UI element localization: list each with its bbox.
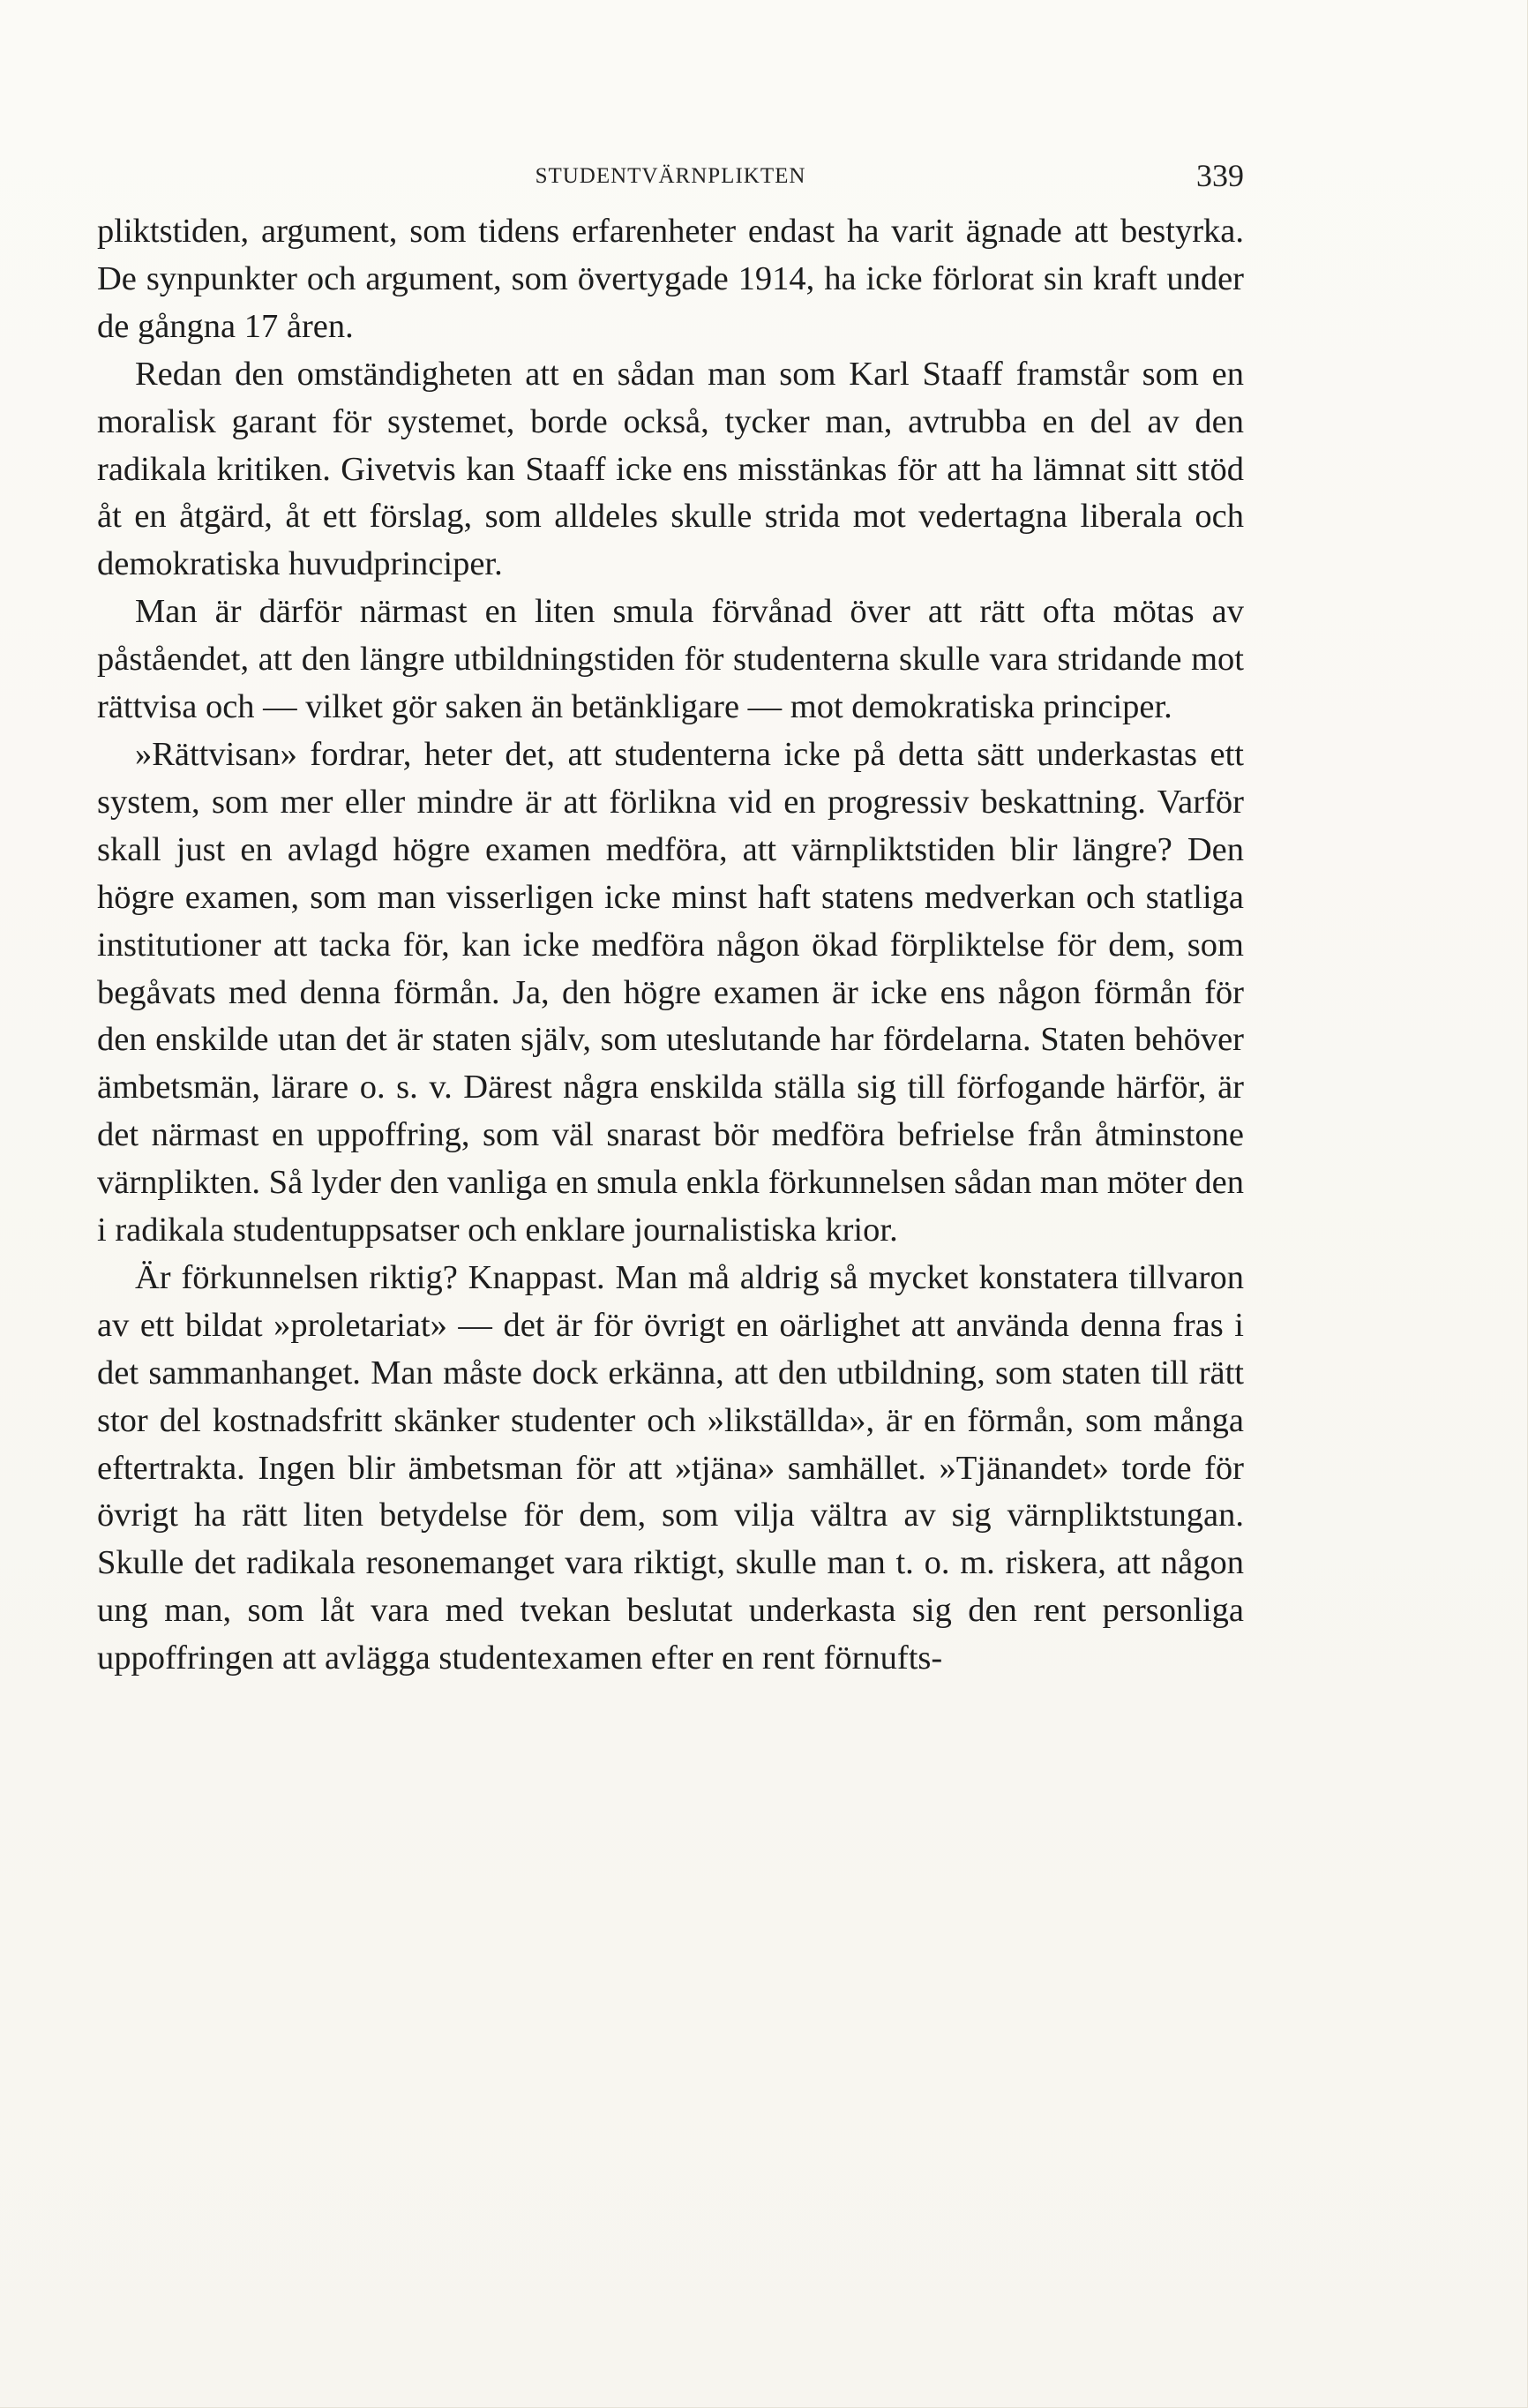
- paragraph-3: Man är därför närmast en liten smula förvånad över att rätt ofta mötas av påståendet, att den längre utbildningstiden för studenterna skulle vara stridande mot rättvisa och — vilket gör saken än betänkligare — mot demokratiska principer.: [97, 593, 1244, 726]
- page-number: 339: [1196, 158, 1244, 193]
- paragraph-5: Är förkunnelsen riktig? Knappast. Man må aldrig så mycket konstatera tillvaron av ett bildat »proletariat» — det är för övrigt en oärlighet att använda denna fras i det sammanhanget. Man måste dock erkänna, att den utbildning, som staten till rätt stor del kostnadsfritt skänker studenter och »likställda», är en förmån, som många eftertrakta. Ingen blir ämbetsman för att »tjäna» samhället. »Tjänandet» torde för övrigt ha rätt liten betydelse för dem, som vilja vältra av sig värnpliktstungan. Skulle det radikala resonemanget vara riktigt, skulle man t. o. m. riskera, att någon ung man, som låt vara med tvekan beslutat underkasta sig den rent personliga uppoffringen att avlägga studentexamen efter en rent förnufts-: [97, 1258, 1244, 1677]
- body-text: [97, 208, 1244, 1683]
- running-title: STUDENTVÄRNPLIKTEN: [535, 164, 806, 188]
- paragraph-1: pliktstiden, argument, som tidens erfarenheter endast ha varit ägnade att bestyrka. De synpunkter och argument, som övertygade 1914, ha icke förlorat sin kraft under de gångna 17 åren.: [97, 213, 1244, 345]
- page-header: [97, 157, 1244, 206]
- paragraph-2: Redan den omständigheten att en sådan man som Karl Staaff framstår som en moralisk garant för systemet, borde också, tycker man, avtrubba en del av den radikala kritiken. Givetvis kan Staaff icke ens misstänkas för att ha lämnat sitt stöd åt en åtgärd, åt ett förslag, som alldeles skulle strida mot vedertagna liberala och demokratiska huvudprinciper.: [97, 355, 1244, 583]
- paragraph-4: »Rättvisan» fordrar, heter det, att studenterna icke på detta sätt underkastas ett system, som mer eller mindre är att förlikna vid en progressiv beskattning. Varför skall just en avlagd högre examen medföra, att värnpliktstiden blir längre? Den högre examen, som man visserligen icke minst haft statens medverkan och statliga institutioner att tacka för, kan icke medföra någon ökad förpliktelse för dem, som begåvats med denna förmån. Ja, den högre examen är icke ens någon förmån för den enskilde utan det är staten själv, som uteslutande har fördelarna. Staten behöver ämbetsmän, lärare o. s. v. Därest några enskilda ställa sig till förfogande härför, är det närmast en uppoffring, som väl snarast bör medföra befrielse från åtminstone värnplikten. Så lyder den vanliga en smula enkla förkunnelsen sådan man möter den i radikala studentuppsatser och enklare journalistiska krior.: [97, 735, 1244, 1249]
